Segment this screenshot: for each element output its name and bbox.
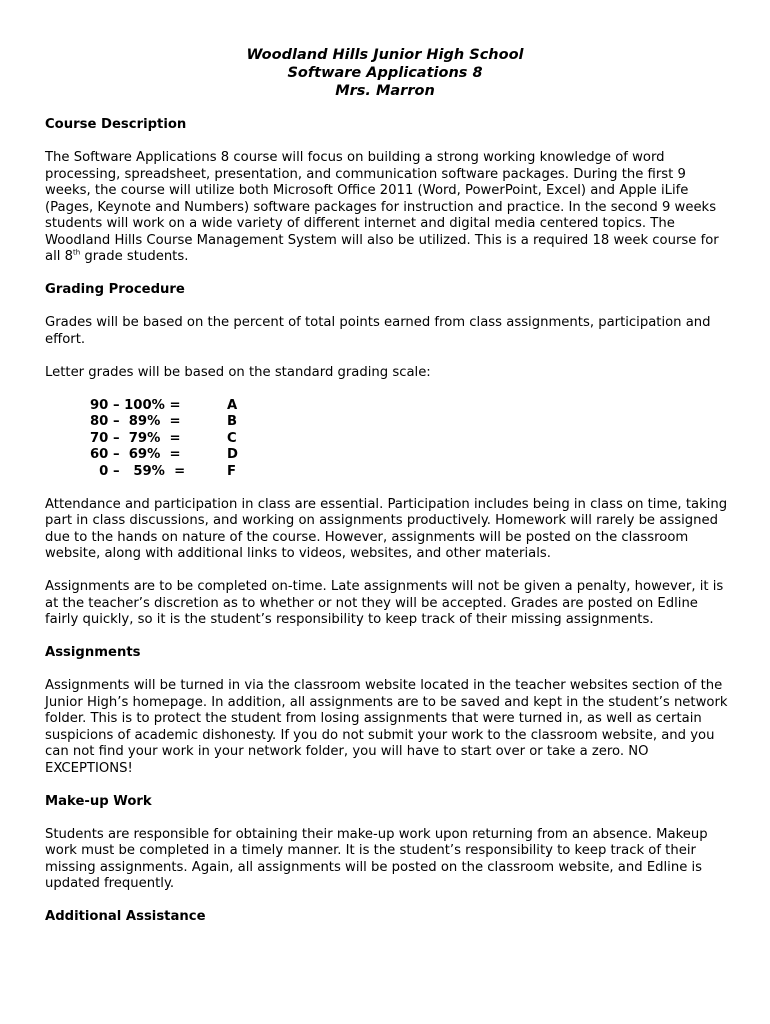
assignments-heading: Assignments xyxy=(45,645,141,660)
course-description-heading: Course Description xyxy=(45,117,187,132)
grading-intro-text: Grades will be based on the percent of total points earned from class assignments, participation and effort. xyxy=(45,315,711,347)
grade-range: 60 – 69% = xyxy=(90,447,181,462)
grade-row xyxy=(90,414,735,431)
teacher-name: Mrs. Marron xyxy=(335,83,435,99)
document-header xyxy=(0,46,770,100)
grade-range: 0 – 59% = xyxy=(90,463,186,479)
grade-range: 80 – 89% = xyxy=(90,414,181,429)
grading-scale-intro: Letter grades will be based on the standard grading scale: xyxy=(45,364,431,380)
grade-letter: D xyxy=(227,447,238,462)
school-name: Woodland Hills Junior High School xyxy=(246,47,524,63)
grade-letter: A xyxy=(227,397,238,413)
grade-letter: F xyxy=(227,463,237,479)
superscript-th: th xyxy=(73,248,81,257)
additional-assistance-heading: Additional Assistance xyxy=(45,909,206,924)
grade-range: 90 – 100% = xyxy=(90,397,181,413)
grade-row xyxy=(90,447,735,464)
grading-procedure-heading: Grading Procedure xyxy=(45,282,185,297)
document-body xyxy=(45,117,735,926)
course-name: Software Applications 8 xyxy=(287,65,483,81)
grade-letter: B xyxy=(227,414,238,429)
grade-letter: C xyxy=(227,430,237,446)
grade-row xyxy=(90,464,735,481)
grade-row xyxy=(90,398,735,415)
assignments-text: Assignments will be turned in via the classroom website located in the teacher websites section of the Junior High’s homepage. In addition, all assignments are to be saved and kept in the student’s network folder. This is to protect the student from losing assignments that were turned in, as well as certain suspicions of academic dishonesty. If you do not submit your work to the classroom website, and you can not find your work in your network folder, you will have to start over or take a zero. NO EXCEPTIONS! xyxy=(45,678,728,776)
makeup-work-text: Students are responsible for obtaining their make-up work upon returning from an absence. Makeup work must be completed in a timely manner. It is the student’s responsibility to keep track of their missing assignments. Again, all assignments will be posted on the classroom website, and Edline is updated frequently. xyxy=(45,826,708,891)
grade-range: 70 – 79% = xyxy=(90,430,181,446)
course-description-text: The Software Applications 8 course will focus on building a strong working knowledge of word processing, spreadsheet, presentation, and communication software packages. During the first 9 weeks, the course will utilize both Microsoft Office 2011 (Word, PowerPoint, Excel) and Apple iLife (Pages, Keynote and Numbers) software packages for instruction and practice. In the second 9 weeks students will work on a wide variety of different internet and digital media centered topics. The Woodland Hills Course Management System will also be utilized. This is a required 18 week course for all 8th grade students. xyxy=(45,150,719,264)
grade-row xyxy=(90,431,735,448)
ontime-text: Assignments are to be completed on-time. Late assignments will not be given a penalty, however, it is at the teacher’s discretion as to whether or not they will be accepted. Grades are posted on Edline fairly quickly, so it is the student’s responsibility to keep track of their missing assignments. xyxy=(45,579,724,627)
attendance-text: Attendance and participation in class are essential. Participation includes being in class on time, taking part in class discussions, and working on assignments productively. Homework will rarely be assigned due to the hands on nature of the course. However, assignments will be posted on the classroom website, along with additional links to videos, websites, and other materials. xyxy=(45,496,728,561)
makeup-work-heading: Make-up Work xyxy=(45,793,152,809)
grading-scale-table xyxy=(90,398,735,481)
